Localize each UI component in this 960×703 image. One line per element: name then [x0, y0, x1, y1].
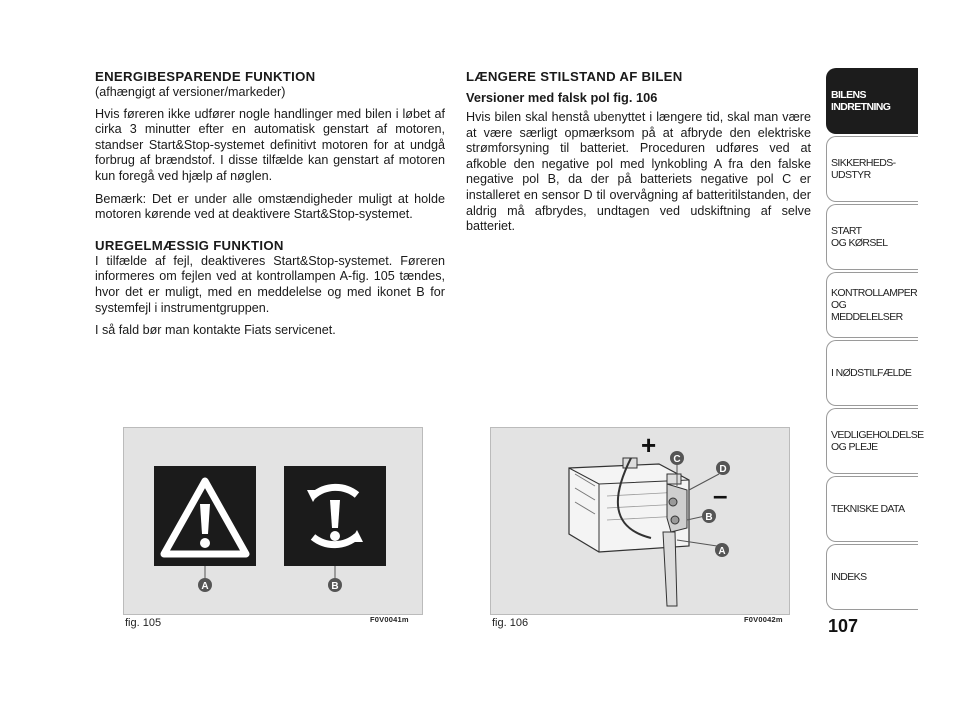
marker-d: D [719, 464, 727, 475]
figure-106-art [491, 428, 791, 616]
start-stop-fault-icon [284, 466, 386, 566]
tab-indeks[interactable]: INDEKS [826, 544, 918, 610]
tab-kontrollamper[interactable]: KONTROLLAMPER OG MEDDELELSER [826, 272, 918, 338]
paragraph-fault: I tilfælde af fejl, deaktiveres Start&Stop-systemet. Føreren informeres om fejlen ved at kontrollampen A-fig. 105 tændes, hvor det er muligt, med en meddelelse og med ikonet B for systemfejl i instrumentgruppen. [95, 253, 445, 315]
figure-105-code: F0V0041m [370, 615, 409, 624]
chapter-sidebar [826, 68, 924, 612]
figure-105-art [124, 428, 424, 616]
left-column [95, 68, 445, 346]
marker-b: B [331, 581, 339, 592]
paragraph-note: Bemærk: Det er under alle omstændigheder muligt at holde motoren kørende ved at deaktivere Start&Stop-systemet. [95, 191, 445, 222]
page-number: 107 [828, 616, 859, 636]
tab-start-og-korsel[interactable]: START OG KØRSEL [826, 204, 918, 270]
paragraph-service: I så fald bør man kontakte Fiats servicenet. [95, 323, 336, 338]
heading-irregular-function: UREGELMÆSSIG FUNKTION [95, 237, 284, 253]
subheading-false-pole: Versioner med falsk pol fig. 106 [466, 90, 658, 105]
tab-bilens-indretning[interactable]: BILENS INDRETNING [826, 68, 918, 134]
subtitle-version-note: (afhængigt af versioner/markeder) [95, 85, 286, 99]
heading-energy-saving: ENERGIBESPARENDE FUNKTION [95, 69, 316, 84]
warning-triangle-icon [154, 466, 256, 566]
marker-a: A [718, 546, 726, 557]
battery-icon [569, 458, 689, 606]
tab-vedligeholdelse[interactable]: VEDLIGEHOLDELSE OG PLEJE [826, 408, 918, 474]
tab-tekniske-data[interactable]: TEKNISKE DATA [826, 476, 918, 542]
tab-sikkerhedsudstyr[interactable]: SIKKERHEDS- UDSTYR [826, 136, 918, 202]
plus-symbol: + [641, 430, 657, 460]
paragraph-long-storage: Hvis bilen skal henstå ubenyttet i længere tid, skal man være at være særligt opmærksom på at afbryde den elektriske strømforsyning til batteriet. Proceduren udføres ved at afkoble den negative pol med lynkobling A fra den falske negative pol B, da der på batteriets negative pol C er installeret en sensor D til overvågning af batteritilstanden, der aldrig må afbrydes, undtagen ved udskiftning af selve batteriet. [466, 110, 811, 234]
marker-a: A [201, 581, 209, 592]
figure-105 [123, 427, 423, 615]
figure-106 [490, 427, 790, 615]
heading-long-storage: LÆNGERE STILSTAND AF BILEN [466, 69, 683, 84]
figure-106-label: fig. 106 [492, 617, 529, 629]
marker-c: C [673, 454, 681, 465]
tab-i-nodstilfaelde[interactable]: I NØDSTILFÆLDE [826, 340, 918, 406]
figure-105-label: fig. 105 [125, 617, 162, 629]
figure-106-code: F0V0042m [744, 615, 783, 624]
marker-b: B [705, 512, 713, 523]
paragraph-energy-saving: Hvis føreren ikke udfører nogle handlinger med bilen i løbet af cirka 3 minutter efter en automatisk genstart af motoren, standser Start&Stop-systemet definitivt motoren for at undgå forbrug af brændstof. I disse tilfælde kan genstart af motoren kun foregå ved hjælp af nøglen. [95, 106, 445, 183]
minus-symbol: – [713, 480, 728, 510]
right-column [466, 68, 811, 242]
